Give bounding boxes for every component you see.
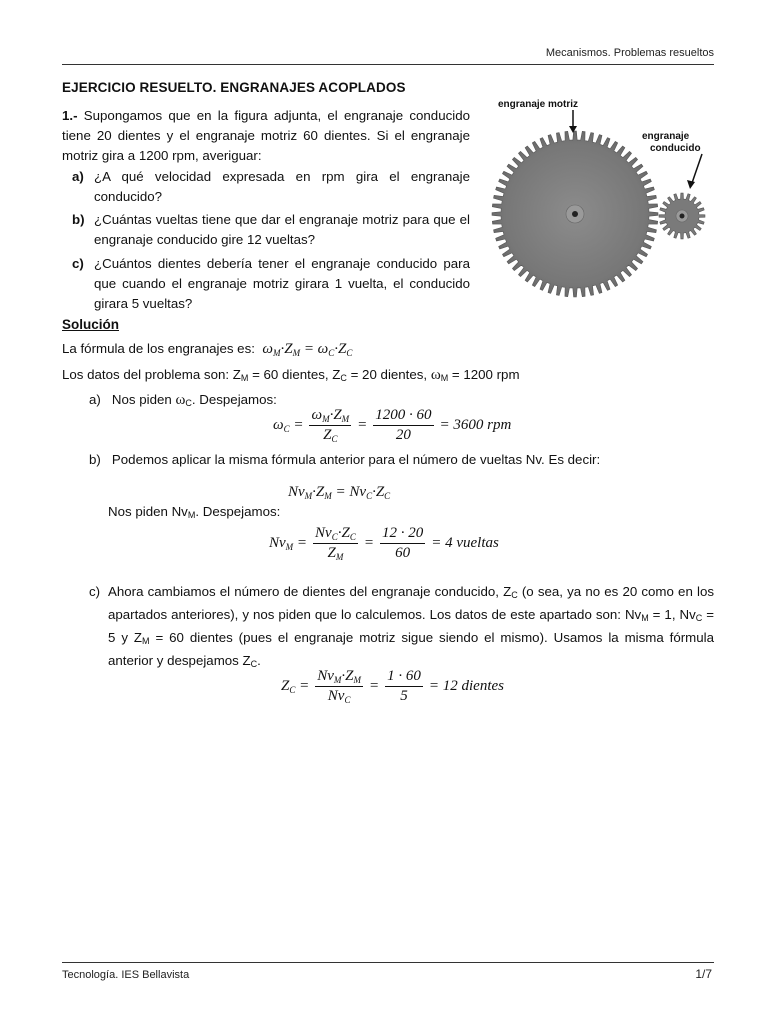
part-c-text-3: = 1, Nv: [648, 607, 696, 622]
label-motriz: engranaje motriz: [498, 99, 579, 110]
arrow-conducido-head: [687, 180, 695, 189]
small-gear-axle: [680, 214, 685, 219]
question-b: [72, 210, 470, 250]
part-c-text-1: Ahora cambiamos el número de dientes del engranaje conducido, Z: [108, 584, 512, 599]
sub-m-2: M: [440, 373, 449, 383]
part-a-line: [89, 392, 277, 409]
problem-text: Supongamos que en la figura adjunta, el engranaje conducido tiene 20 dientes y el engranaje motriz 60 dientes. Si el engranaje motriz gira a 1200 rpm, averiguar:: [62, 108, 470, 163]
driven-gear: [659, 193, 705, 239]
question-c: [72, 254, 470, 314]
data-w: = 1200 rpm: [448, 367, 520, 382]
equation-b-num: 12 · 20: [380, 525, 425, 544]
equation-c-den: 5: [400, 688, 408, 704]
label-conducido-2: conducido: [650, 143, 701, 154]
equation-c: $Z_C$ = $\frac{Nv_M\cdot Z_M}{Nv_C}$ = $\frac{1 \cdot 60}{5}$ = 12 dientes: [281, 668, 504, 705]
question-c-text: ¿Cuántos dientes debería tener el engranaje conducido para que cuando el engranaje motriz girara 1 vuelta, el conducido girara 5 vueltas?: [94, 256, 470, 311]
part-b-piden-post: . Despejamos:: [195, 504, 281, 519]
question-a-label: a): [72, 169, 84, 184]
gears-illustration: [490, 96, 715, 301]
sub-m: M: [240, 373, 249, 383]
part-c-text-5: = 60 dientes (pues el engranaje motriz sigue siendo el mismo). Usamos la misma fórmula anterior y despejamos Z: [108, 630, 715, 668]
label-conducido-1: engranaje: [642, 131, 690, 142]
equation-a-den: 20: [395, 427, 411, 443]
arrow-conducido: [692, 154, 702, 183]
header-title: Mecanismos. Problemas resueltos: [545, 47, 714, 59]
footer-rule: [62, 962, 714, 963]
formula-intro: La fórmula de los engranajes es:: [62, 341, 255, 356]
equation-c-num: 1 · 60: [385, 668, 423, 687]
equation-b-general: $Nv_M\cdot Z_M = Nv_C\cdot Z_C$: [288, 484, 391, 501]
equation-c-result: = 12 dientes: [428, 678, 504, 694]
big-gear-axle: [572, 211, 578, 217]
part-b-piden: [108, 504, 280, 520]
part-c-block: [89, 582, 714, 674]
solution-title: Solución: [62, 317, 119, 332]
equation-b-result: = 4 vueltas: [431, 535, 499, 551]
equation-a-num: 1200 · 60: [373, 407, 433, 426]
exercise-title: EJERCICIO RESUELTO. ENGRANAJES ACOPLADOS: [62, 80, 406, 95]
page-number: 1/7: [695, 967, 712, 981]
part-b-text: Podemos aplicar la misma fórmula anterior para el número de vueltas Nv. Es decir:: [111, 452, 601, 467]
omega-symbol: ω: [430, 367, 441, 383]
equation-a-result: = 3600 rpm: [439, 417, 512, 433]
part-b-line: [89, 452, 600, 467]
sub-c: C: [340, 373, 347, 383]
equation-b-den: 60: [395, 545, 411, 561]
equation-a: $\omega_C$ = $\frac{\omega_M\cdot Z_M}{Z_C}$ = $\frac{1200 \cdot 60}{20}$ = 3600 rpm: [273, 407, 512, 444]
data-line: [62, 367, 520, 384]
part-c-text: [108, 582, 714, 674]
sub-c-a: C: [185, 398, 192, 408]
part-a-text-post: . Despejamos:: [191, 392, 277, 407]
sub-c-c1: C: [511, 590, 518, 600]
part-c-text-2: (o sea, ya no es 20 como en los apartados anteriores), y nos piden que lo calculemos. Los datos de este apartado son: Nv: [108, 584, 714, 622]
sub-c-c3: C: [250, 659, 258, 669]
equation-b: $Nv_M$ = $\frac{Nv_C\cdot Z_C}{Z_M}$ = $\frac{12 \cdot 20}{60}$ = 4 vueltas: [269, 525, 499, 562]
sub-m-b: M: [187, 510, 196, 520]
driving-gear: [492, 131, 658, 297]
data-zc: = 20 dientes,: [346, 367, 431, 382]
gear-formula: $\omega_M\cdot Z_M = \omega_C\cdot Z_C$: [258, 341, 353, 358]
part-b-piden-pre: Nos piden Nv: [108, 504, 188, 519]
part-a-label: a): [89, 392, 101, 407]
sub-m-c1: M: [641, 613, 649, 623]
sub-m-c2: M: [142, 636, 150, 646]
data-zm: = 60 dientes, Z: [248, 367, 341, 382]
question-a: [72, 167, 470, 207]
question-a-text: ¿A qué velocidad expresada en rpm gira el engranaje conducido?: [94, 169, 470, 204]
gears-figure: [490, 96, 715, 301]
header-rule: [62, 64, 714, 65]
part-b-label: b): [89, 452, 101, 467]
part-c-text-4: = 5 y Z: [108, 607, 714, 645]
problem-number: 1.-: [62, 108, 78, 123]
omega-c: ω: [175, 392, 186, 408]
question-c-label: c): [72, 256, 84, 271]
sub-c-c2: C: [695, 613, 703, 623]
footer-left: Tecnología. IES Bellavista: [62, 969, 190, 981]
part-a-text-pre: Nos piden: [111, 392, 176, 407]
question-b-label: b): [72, 212, 85, 227]
formula-line: [62, 341, 352, 358]
part-c-text-6: .: [257, 653, 261, 668]
part-c-label: c): [89, 584, 101, 599]
data-intro: Los datos del problema son: Z: [62, 367, 241, 382]
problem-statement: [62, 106, 470, 166]
question-b-text: ¿Cuántas vueltas tiene que dar el engranaje motriz para que el engranaje conducido gire 12 vueltas?: [94, 212, 470, 247]
